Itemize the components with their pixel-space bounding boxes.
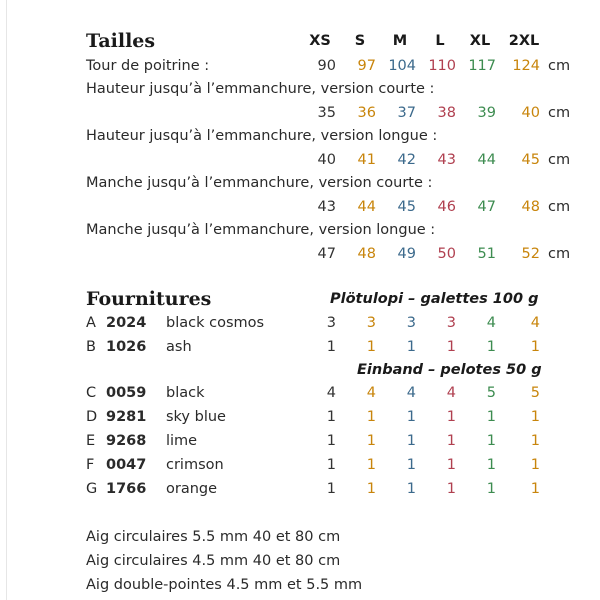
value-xs: 90: [317, 58, 336, 74]
value-l: 4: [446, 385, 456, 401]
value-2xl: 1: [530, 433, 540, 449]
value-m: 3: [406, 315, 416, 331]
measurement-values-row: [0, 243, 600, 265]
yarn-color-name: black: [166, 385, 205, 401]
supplies-title: Fournitures: [86, 288, 212, 310]
yarn-color-name: black cosmos: [166, 315, 265, 331]
measurement-label: Hauteur jusqu’à l’emmanchure, version longue :: [86, 128, 438, 144]
value-2xl: 48: [521, 199, 540, 215]
unit-label: cm: [548, 199, 571, 215]
yarn-letter: B: [86, 339, 96, 355]
value-2xl: 5: [530, 385, 540, 401]
needle-line: Aig circulaires 4.5 mm 40 et 80 cm: [86, 553, 341, 569]
yarn-code: 1026: [106, 339, 147, 355]
value-l: 46: [437, 199, 456, 215]
value-s: 36: [357, 105, 376, 121]
value-xs: 1: [326, 433, 336, 449]
yarn-item-row: [0, 430, 600, 452]
value-xl: 51: [477, 246, 496, 262]
value-s: 1: [366, 481, 376, 497]
value-m: 4: [406, 385, 416, 401]
yarn-group-subtitle: Einband – pelotes 50 g: [357, 362, 542, 378]
value-l: 1: [446, 433, 456, 449]
value-l: 43: [437, 152, 456, 168]
unit-label: cm: [548, 58, 571, 74]
value-l: 1: [446, 457, 456, 473]
value-xl: 44: [477, 152, 496, 168]
value-xs: 35: [317, 105, 336, 121]
value-xl: 1: [486, 433, 496, 449]
yarn-group-subtitle-row: [0, 359, 600, 381]
size-header-m: M: [392, 33, 408, 49]
value-xs: 43: [317, 199, 336, 215]
value-xs: 40: [317, 152, 336, 168]
value-2xl: 1: [530, 481, 540, 497]
yarn-item-row: [0, 336, 600, 358]
measurement-label-row: [0, 125, 600, 147]
yarn-code: 1766: [106, 481, 147, 497]
value-xs: 47: [317, 246, 336, 262]
yarn-color-name: sky blue: [166, 409, 226, 425]
value-xl: 5: [486, 385, 496, 401]
value-l: 38: [437, 105, 456, 121]
size-header-xs: XS: [309, 33, 331, 49]
value-2xl: 52: [521, 246, 540, 262]
size-header-xl: XL: [469, 33, 491, 49]
value-s: 41: [357, 152, 376, 168]
yarn-letter: E: [86, 433, 96, 449]
value-xl: 1: [486, 409, 496, 425]
value-2xl: 1: [530, 339, 540, 355]
yarn-letter: A: [86, 315, 96, 331]
value-s: 1: [366, 433, 376, 449]
value-m: 104: [388, 58, 416, 74]
yarn-item-row: [0, 382, 600, 404]
measurement-values-row: [0, 196, 600, 218]
value-xs: 1: [326, 409, 336, 425]
value-s: 1: [366, 339, 376, 355]
value-s: 1: [366, 457, 376, 473]
value-m: 1: [406, 339, 416, 355]
value-s: 44: [357, 199, 376, 215]
measurement-row: [0, 55, 600, 77]
value-xs: 1: [326, 457, 336, 473]
unit-label: cm: [548, 105, 571, 121]
measurement-label: Manche jusqu’à l’emmanchure, version longue :: [86, 222, 436, 238]
value-xs: 1: [326, 339, 336, 355]
value-xl: 117: [468, 58, 496, 74]
value-xl: 1: [486, 339, 496, 355]
needle-line: Aig double-pointes 4.5 mm et 5.5 mm: [86, 577, 363, 593]
measurement-label-row: [0, 78, 600, 100]
measurement-values-row: [0, 149, 600, 171]
measurement-label: Tour de poitrine :: [86, 58, 210, 74]
value-m: 1: [406, 433, 416, 449]
size-header-2xl: 2XL: [508, 33, 540, 49]
value-s: 97: [357, 58, 376, 74]
value-s: 48: [357, 246, 376, 262]
value-xl: 4: [486, 315, 496, 331]
supplies-header-row: [0, 288, 600, 310]
value-2xl: 1: [530, 457, 540, 473]
value-m: 42: [397, 152, 416, 168]
yarn-code: 9281: [106, 409, 147, 425]
yarn-item-row: [0, 454, 600, 476]
measurement-label-row: [0, 219, 600, 241]
yarn-color-name: lime: [166, 433, 198, 449]
measurement-label: Manche jusqu’à l’emmanchure, version courte :: [86, 175, 433, 191]
yarn-color-name: ash: [166, 339, 192, 355]
value-xl: 39: [477, 105, 496, 121]
value-s: 3: [366, 315, 376, 331]
value-l: 1: [446, 339, 456, 355]
value-l: 50: [437, 246, 456, 262]
value-xl: 1: [486, 457, 496, 473]
yarn-letter: C: [86, 385, 97, 401]
yarn-letter: D: [86, 409, 98, 425]
unit-label: cm: [548, 246, 571, 262]
value-2xl: 124: [512, 58, 540, 74]
value-s: 4: [366, 385, 376, 401]
yarn-letter: F: [86, 457, 95, 473]
value-xs: 3: [326, 315, 336, 331]
value-l: 110: [428, 58, 456, 74]
value-m: 49: [397, 246, 416, 262]
yarn-code: 2024: [106, 315, 147, 331]
value-m: 1: [406, 457, 416, 473]
value-xl: 47: [477, 199, 496, 215]
yarn-item-row: [0, 312, 600, 334]
measurement-values-row: [0, 102, 600, 124]
value-l: 1: [446, 409, 456, 425]
value-xs: 1: [326, 481, 336, 497]
yarn-item-row: [0, 406, 600, 428]
yarn-code: 0047: [106, 457, 147, 473]
value-m: 45: [397, 199, 416, 215]
needle-line: Aig circulaires 5.5 mm 40 et 80 cm: [86, 529, 341, 545]
yarn-code: 0059: [106, 385, 147, 401]
measurement-label-row: [0, 172, 600, 194]
yarn-color-name: orange: [166, 481, 218, 497]
value-m: 37: [397, 105, 416, 121]
value-xs: 4: [326, 385, 336, 401]
yarn-letter: G: [86, 481, 98, 497]
value-m: 1: [406, 409, 416, 425]
value-2xl: 40: [521, 105, 540, 121]
value-m: 1: [406, 481, 416, 497]
value-l: 3: [446, 315, 456, 331]
yarn-item-row: [0, 478, 600, 500]
value-l: 1: [446, 481, 456, 497]
value-xl: 1: [486, 481, 496, 497]
measurement-label: Hauteur jusqu’à l’emmanchure, version courte :: [86, 81, 435, 97]
value-s: 1: [366, 409, 376, 425]
size-header-l: L: [435, 33, 445, 49]
sizes-title: Tailles: [86, 30, 156, 52]
sizes-header-row: [0, 30, 600, 52]
unit-label: cm: [548, 152, 571, 168]
yarn-code: 9268: [106, 433, 147, 449]
value-2xl: 4: [530, 315, 540, 331]
value-2xl: 45: [521, 152, 540, 168]
yarn-color-name: crimson: [166, 457, 224, 473]
value-2xl: 1: [530, 409, 540, 425]
yarn-group-subtitle: Plötulopi – galettes 100 g: [330, 291, 539, 307]
size-header-s: S: [354, 33, 366, 49]
